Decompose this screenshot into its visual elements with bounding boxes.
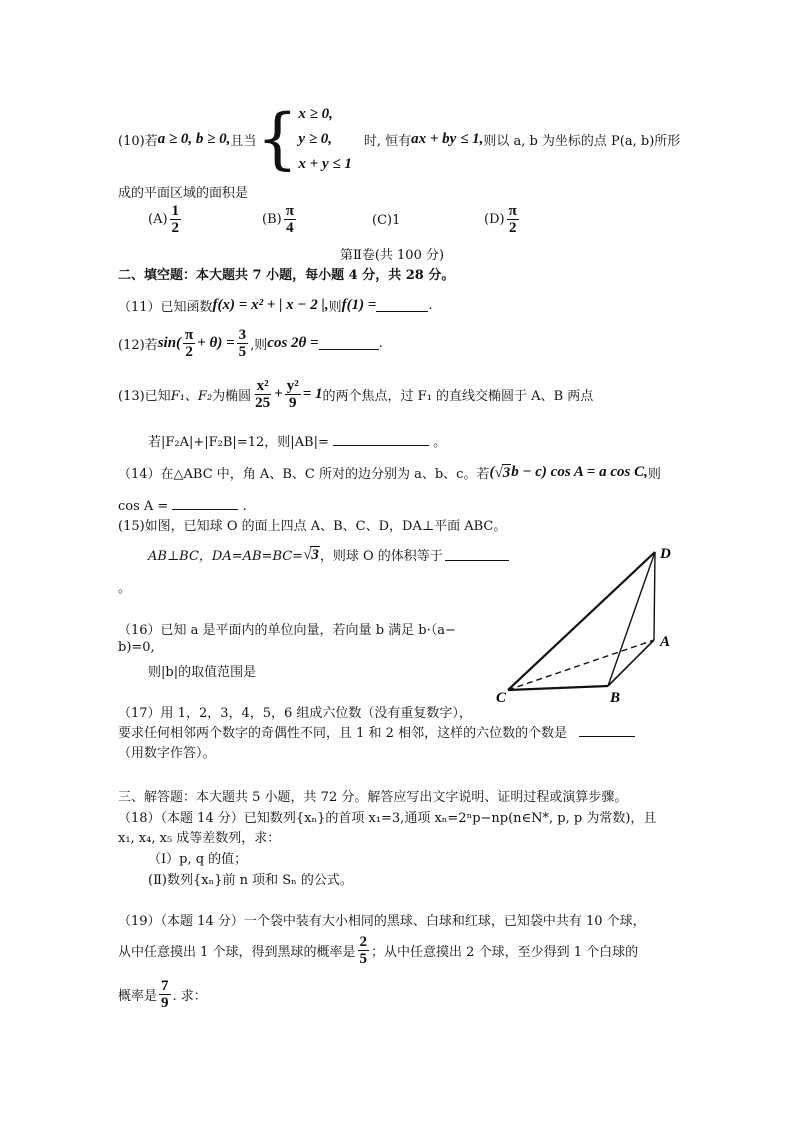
q11-prefix: （11）已知函数 <box>118 300 213 315</box>
q11-end: . <box>428 298 433 313</box>
q11 <box>118 296 433 315</box>
q13-prefix: (13)已知 <box>118 389 171 404</box>
q13-eq: = 1 <box>302 386 323 402</box>
q15-line2 <box>148 545 509 564</box>
option-c-label: (C) <box>372 213 393 228</box>
q18-line3: （Ⅰ）p, q 的值； <box>148 852 248 867</box>
pyramid-figure <box>490 540 690 710</box>
frac-den: 9 <box>288 395 297 411</box>
q10-prefix: (10)若 <box>118 133 158 149</box>
q14-sqrt: √3 <box>494 464 511 481</box>
q13-line2 <box>148 431 446 450</box>
q14-root: 3 <box>502 464 511 481</box>
q13-frac2 <box>285 378 301 411</box>
q17-line2-text: 要求任何相邻两个数字的奇偶性不同，且 1 和 2 相邻，这样的六位数的个数是 <box>118 726 568 741</box>
frac-num: 2 <box>359 934 368 950</box>
q19-line2b: ；从中任意摸出 2 个球，至少得到 1 个白球的 <box>371 945 639 960</box>
q13-tail: 的两个焦点，过 F₁ 的直线交椭圆于 A、B 两点 <box>322 389 594 404</box>
q13-answer-blank[interactable] <box>333 433 429 446</box>
q14-line2-text: cos A = <box>118 499 169 514</box>
option-b-frac <box>284 203 296 236</box>
frac-den: 9 <box>161 995 169 1011</box>
q19-line3a: 概率是 <box>118 989 158 1004</box>
q19-frac2 <box>159 978 171 1011</box>
q17-line1: （17）用 1，2，3，4，5，6 组成六位数（没有重复数字）， <box>118 706 472 721</box>
q18-line4: (Ⅱ)数列{xₙ}前 n 项和 Sₙ 的公式。 <box>148 873 353 888</box>
q10-brace: { <box>256 100 299 177</box>
q12-answer-blank[interactable] <box>319 337 379 350</box>
q19-line3b: . 求： <box>172 989 207 1004</box>
edge-dc <box>508 552 655 690</box>
q10-when: 时, 恒有 <box>363 133 412 149</box>
q10-system <box>298 102 351 177</box>
q12-prefix: (12)若 <box>118 338 158 353</box>
q10-line1 <box>118 100 681 177</box>
option-d-frac <box>507 203 519 236</box>
q13-frac1 <box>253 378 272 411</box>
q10-sys-3: x + y ≤ 1 <box>298 155 352 172</box>
q12 <box>118 327 383 360</box>
q13-plus: + <box>274 386 283 402</box>
frac-num: π <box>185 327 194 343</box>
edge-cb <box>508 686 608 690</box>
q10-sys-1: x ≥ 0, <box>298 105 333 122</box>
frac-den: 4 <box>286 220 294 236</box>
q15-line2a: AB⊥BC，DA=AB=BC= <box>148 549 304 564</box>
q13-line1 <box>118 378 593 411</box>
q11-formula: f(x) = x² + | x − 2 |, <box>212 297 329 313</box>
q10-option-d <box>484 203 521 236</box>
q10-cond-ab: a ≥ 0, b ≥ 0, <box>157 130 231 147</box>
q17-answer-blank[interactable] <box>579 724 635 737</box>
q12-end: . <box>378 336 383 351</box>
q10-option-a <box>148 203 183 236</box>
q12-tail: ,则 <box>250 338 268 353</box>
frac-num: π <box>285 203 294 219</box>
q13-mid: 为椭圆 <box>212 389 252 404</box>
frac-den: 2 <box>508 220 517 236</box>
option-a-frac <box>170 203 182 236</box>
q18-line1: （18）（本题 14 分）已知数列{xₙ}的首项 x₁=3,通项 xₙ=2ⁿp−np(n∈N*, p, p 为常数)，且 <box>118 811 657 826</box>
edge-ba <box>608 640 654 686</box>
q12-frac1 <box>183 327 195 360</box>
q13-line2-prefix: 若|F₂A|+|F₂B|=12，则|AB|= <box>148 435 329 450</box>
frac-num: y² <box>286 378 299 394</box>
q15-root: 3 <box>311 546 319 563</box>
q13-foci: F₁、F₂ <box>170 389 213 404</box>
frac-num: x² <box>256 378 269 394</box>
q11-tail: 则 <box>328 300 342 315</box>
option-c-value: 1 <box>392 213 401 228</box>
q12-sin: sin( <box>157 335 182 351</box>
q14-tail: 则 <box>647 467 661 482</box>
q19-line3 <box>118 978 207 1011</box>
option-d-label: (D) <box>484 212 505 227</box>
label-b: B <box>610 690 621 706</box>
frac-num: π <box>508 203 517 219</box>
frac-den: 25 <box>255 395 271 411</box>
q15-line3: 。 <box>118 581 132 596</box>
q16-line2: b)=0, <box>118 640 155 655</box>
frac-den: 5 <box>359 951 368 967</box>
q14-end: . <box>242 499 247 514</box>
q19-frac1 <box>358 934 370 967</box>
q11-formula2: f(1) = <box>341 297 377 313</box>
q14-line2 <box>118 497 247 514</box>
q14-formula-b: b − c) cos A = a cos C, <box>511 464 648 480</box>
section3-heading: 三、解答题：本大题共 5 小题，共 72 分。解答应写出文字说明、证明过程或演算步骤。 <box>118 790 628 805</box>
frac-num: 7 <box>161 978 169 994</box>
q10-tail: 则以 a, b 为坐标的点 P(a, b)所形 <box>483 133 681 149</box>
frac-den: 5 <box>238 344 247 360</box>
q15-line2b: ，则球 O 的体积等于 <box>319 549 443 564</box>
label-a: A <box>660 634 671 650</box>
q14-prefix: （14）在△ABC 中，角 A、B、C 所对的边分别为 a、b、c。若 <box>118 467 490 482</box>
q14-formula-a: ( <box>489 464 495 480</box>
edge-ca-hidden <box>508 640 654 690</box>
q18-line2: x₁, x₄, x₅ 成等差数列，求： <box>118 831 281 846</box>
q16-line3: 则|b|的取值范围是 <box>148 665 257 680</box>
q12-plus: + θ) = <box>197 335 235 351</box>
frac-den: 2 <box>185 344 193 360</box>
q13-line2-end: 。 <box>433 435 447 450</box>
frac-num: 3 <box>238 327 247 343</box>
edge-db <box>608 552 655 686</box>
q10-mid: 且当 <box>230 133 257 149</box>
q10-sys-2: y ≥ 0, <box>298 130 333 147</box>
label-c: C <box>496 690 507 706</box>
q10-option-b <box>262 203 298 236</box>
part2-title: 第Ⅱ卷(共 100 分) <box>340 248 445 263</box>
q15-line1: (15)如图，已知球 O 的面上四点 A、B、C、D，DA⊥平面 ABC。 <box>118 519 507 534</box>
q16-line1: （16）已知 a 是平面内的单位向量，若向量 b 满足 b·（a− <box>118 623 456 638</box>
edge-da <box>654 552 655 640</box>
option-b-label: (B) <box>262 212 282 227</box>
q10-line2: 成的平面区域的面积是 <box>118 186 249 201</box>
q19-line2 <box>118 934 638 967</box>
q17-line2 <box>118 722 635 741</box>
q10-ineq: ax + by ≤ 1, <box>411 130 484 147</box>
option-a-label: (A) <box>148 212 168 227</box>
q19-line1: （19）（本题 14 分）一个袋中装有大小相同的黑球、白球和红球，已知袋中共有 10 个球， <box>118 914 646 929</box>
frac-den: 2 <box>171 220 180 236</box>
q12-formula2: cos 2θ = <box>267 335 319 351</box>
frac-num: 1 <box>171 203 180 219</box>
q19-line2a: 从中任意摸出 1 个球，得到黑球的概率是 <box>118 945 356 960</box>
q14-answer-blank[interactable] <box>172 497 238 510</box>
section2-heading: 二、填空题：本大题共 7 小题，每小题 4 分，共 28 分。 <box>118 268 455 283</box>
q11-answer-blank[interactable] <box>376 299 428 312</box>
q15-sqrt: √3 <box>303 546 319 563</box>
q17-line3: （用数字作答）。 <box>118 746 216 761</box>
q12-frac2 <box>237 327 249 360</box>
label-d: D <box>660 546 671 562</box>
q14-line1 <box>118 463 661 482</box>
q10-option-c <box>372 213 400 228</box>
